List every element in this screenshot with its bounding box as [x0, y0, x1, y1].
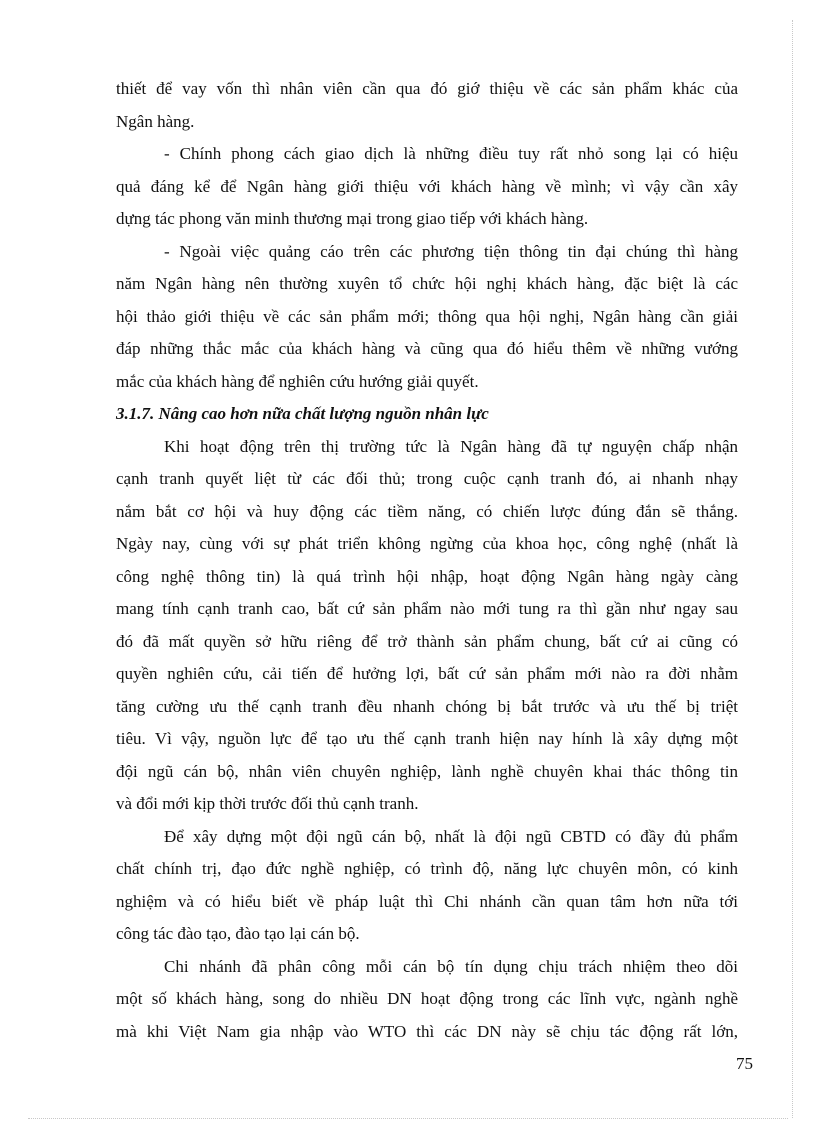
text-line: quả đáng kể để Ngân hàng giới thiệu với khách hàng về mình; vì vậy cần xây — [116, 176, 738, 196]
text-line: tăng cường ưu thế cạnh tranh đều nhanh chóng bị bắt trước và ưu thế bị triệt — [116, 696, 738, 716]
paragraph — [116, 138, 738, 236]
paragraph — [116, 73, 738, 138]
text-line: năm Ngân hàng nên thường xuyên tổ chức hội nghị khách hàng, đặc biệt là các — [116, 274, 738, 293]
text-line: mà khi Việt Nam gia nhập vào WTO thì các DN này sẽ chịu tác động rất lớn, — [116, 1021, 738, 1041]
text-line: chất chính trị, đạo đức nghề nghiệp, có trình độ, năng lực chuyên môn, có kinh — [116, 859, 738, 878]
section-heading: 3.1.7. Nâng cao hơn nữa chất lượng nguồn nhân lực — [116, 404, 489, 423]
text-line: tiêu. Vì vậy, nguồn lực để tạo ưu thế cạnh tranh hiện nay hính là xây dựng một — [116, 729, 738, 748]
text-line: đó đã mất quyền sở hữu riêng để trở thành sản phẩm chung, bất cứ ai cũng có — [116, 631, 738, 651]
text-line: mang tính cạnh tranh cao, bất cứ sản phẩm nào mới tung ra thì gần như ngay sau — [116, 599, 738, 618]
text-line: quyền nghiên cứu, cải tiến để hưởng lợi, bất cứ sản phẩm mới nào ra đời nhằm — [116, 664, 738, 683]
text-line: - Chính phong cách giao dịch là những điều tuy rất nhỏ song lại có hiệu — [164, 144, 738, 163]
bottom-dotted-rule — [28, 1118, 788, 1119]
right-dotted-rule — [792, 20, 793, 1118]
body-text — [116, 73, 738, 1048]
text-line: nghiệm và có hiểu biết về pháp luật thì Chi nhánh cần quan tâm hơn nữa tới — [116, 891, 738, 911]
text-line: đáp những thắc mắc của khách hàng và cũng qua đó hiểu thêm về những vướng — [116, 339, 738, 358]
text-line: Khi hoạt động trên thị trường tức là Ngân hàng đã tự nguyện chấp nhận — [164, 436, 738, 456]
page-number: 75 — [736, 1054, 753, 1073]
text-line: dựng tác phong văn minh thương mại trong giao tiếp với khách hàng. — [116, 209, 589, 228]
paragraph — [116, 236, 738, 399]
paragraph — [116, 431, 738, 821]
paragraph — [116, 951, 738, 1049]
text-line: Ngày nay, cùng với sự phát triển không ngừng của khoa học, công nghệ (nhất là — [116, 534, 738, 553]
text-line: một số khách hàng, song do nhiều DN hoạt động trong các lĩnh vực, ngành nghề — [116, 989, 738, 1008]
text-line: đội ngũ cán bộ, nhân viên chuyên nghiệp, lành nghề chuyên khai thác thông tin — [116, 761, 738, 781]
text-line: và đổi mới kịp thời trước đối thủ cạnh tranh. — [116, 794, 419, 813]
text-line: nắm bắt cơ hội và huy động các tiềm năng, có chiến lược đúng đắn sẽ thắng. — [116, 501, 738, 521]
text-line: cạnh tranh quyết liệt từ các đối thủ; trong cuộc cạnh tranh đó, ai nhanh nhạy — [116, 469, 738, 488]
text-line: công tác đào tạo, đào tạo lại cán bộ. — [116, 924, 360, 943]
text-line: Chi nhánh đã phân công mỗi cán bộ tín dụng chịu trách nhiệm theo dõi — [164, 956, 738, 976]
text-line: hội thảo giới thiệu về các sản phẩm mới; thông qua hội nghị, Ngân hàng cần giải — [116, 306, 738, 326]
text-line: thiết để vay vốn thì nhân viên cần qua đó giớ thiệu về các sản phẩm khác của — [116, 79, 738, 98]
text-line: mắc của khách hàng để nghiên cứu hướng giải quyết. — [116, 371, 479, 391]
text-line: Ngân hàng. — [116, 111, 195, 131]
text-line: công nghệ thông tin) là quá trình hội nhập, hoạt động Ngân hàng ngày càng — [116, 566, 738, 586]
text-line: Để xây dựng một đội ngũ cán bộ, nhất là đội ngũ CBTD có đầy đủ phẩm — [164, 826, 738, 846]
text-line: - Ngoài việc quảng cáo trên các phương tiện thông tin đại chúng thì hàng — [164, 241, 738, 261]
paragraph — [116, 821, 738, 951]
